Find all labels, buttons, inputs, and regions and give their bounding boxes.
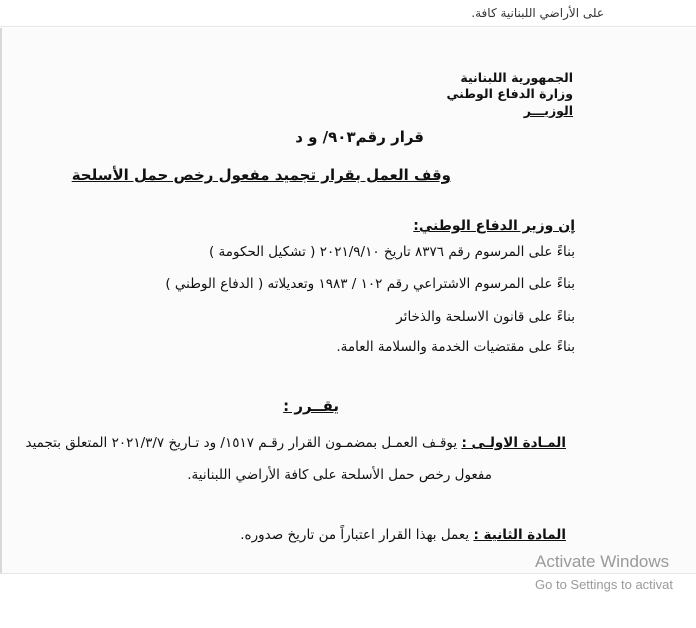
basis-line-4: بناءً على مقتضيات الخدمة والسلامة العامة. — [336, 339, 575, 355]
decides-heading: يقــرر : — [283, 397, 339, 415]
scan-edge — [0, 28, 2, 573]
article-1-line-2: مفعول رخص حمل الأسلحة على كافة الأراضي اللبنانية. — [187, 467, 492, 483]
top-text-strip — [0, 0, 696, 27]
activate-windows-hint: Go to Settings to activat — [535, 577, 674, 592]
basis-line-1: بناءً على المرسوم رقم ٨٣٧٦ تاريخ ٢٠٢١/٩/١٠ ( تشكيل الحكومة ) — [208, 244, 575, 260]
basis-line-2: بناءً على المرسوم الاشتراعي رقم ١٠٢ / ١٩٨٣ وتعديلاته ( الدفاع الوطني ) — [165, 276, 575, 292]
basis-line-3: بناءً على قانون الاسلحة والذخائر — [396, 309, 575, 325]
article-2-text: يعمل بهذا القرار اعتباراً من تاريخ صدوره. — [240, 527, 474, 543]
article-1-text: يوقـف العمـل بمضمـون القرار رقـم ١٥١٧/ ود تـاريخ ٢٠٢١/٣/٧ المتعلق بتجميد — [25, 435, 462, 451]
letterhead-ministry: وزارة الدفاع الوطني — [446, 86, 573, 101]
intro-line: إن وزير الدفاع الوطني: — [413, 218, 575, 234]
letterhead-minister: الوزيـــر — [523, 103, 573, 118]
decision-number: قرار رقم٩٠٣/ و د — [295, 128, 424, 146]
decision-subject: وقف العمل بقرار تجميد مفعول رخص حمل الأسلحة — [71, 166, 451, 184]
article-1-label: المـادة الاولـى : — [461, 435, 566, 451]
top-text: على الأراضي اللبنانية كافة. — [471, 6, 604, 20]
activate-windows-title: Activate Windows — [535, 552, 670, 571]
scanned-document — [0, 28, 696, 573]
article-1-line-1 — [26, 435, 567, 451]
article-2-line — [240, 527, 566, 543]
article-2-label: المادة الثانية : — [473, 527, 566, 543]
letterhead-republic: الجمهورية اللبنانية — [460, 70, 573, 85]
